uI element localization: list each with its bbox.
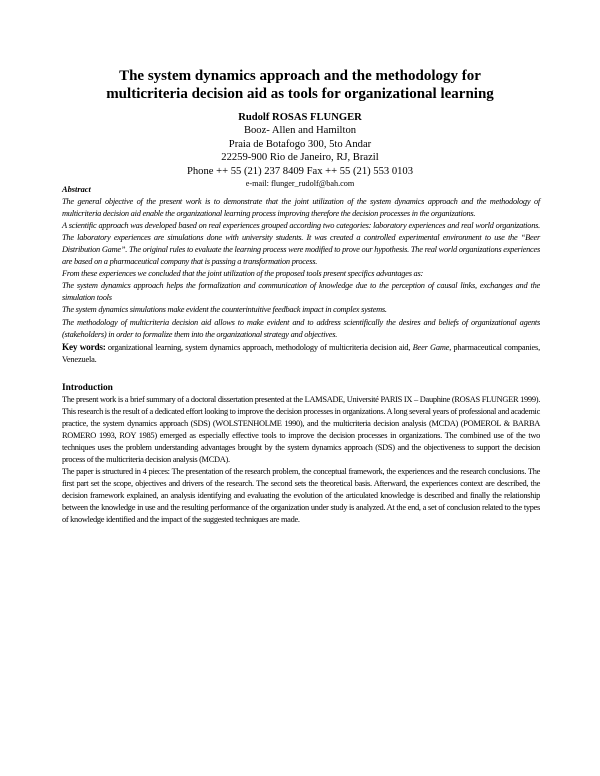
author-name: Rudolf ROSAS FLUNGER (238, 112, 362, 123)
abstract-heading: Abstract (62, 185, 91, 194)
introduction-section (62, 382, 540, 527)
keywords-italic: Beer Game (412, 342, 450, 352)
keywords-tail: , pharmaceutical companies, Venezuela. (62, 342, 540, 364)
paper-title (60, 67, 540, 103)
abstract-paragraph: The general objective of the present work is to demonstrate that the joint utilization of the system dynamics approach and the methodology of multicriteria decision aid enable the organizational learning process improving therefore the decision processes in the organizations. (62, 197, 540, 219)
keywords (62, 341, 540, 366)
author-organization: Booz- Allen and Hamilton (243, 125, 357, 137)
intro-paragraph: The paper is structured in 4 pieces: The presentation of the research problem, the conceptual framework, the experiences and the research conclusions. The first part set the scope, objectives and drivers of the research. The second sets the theoretical basis. Afterward, the experiences context are described, the decision framework explained, an analysis identifying and evaluating the evolution of the articulated knowledge is described and finally the relationship between the knowledge in use and the resulting performance of the organization under study is analyzed. At the end, a set of conclusion related to the types of knowledge identified and the impact of the suggested techniques are made. (62, 467, 540, 525)
introduction-heading: Introduction (62, 382, 113, 393)
abstract-paragraph: A scientific approach was developed based on real experiences grouped according two categories: laboratory experiences and real world organizations. The laboratory experiences are simulations done with university students. It was created a controlled experimental environment to use the “Beer Distribution Game”. The original rules to evaluate the learning process were modified to prove our hypothesis. The real world organizations experiences are based on a pharmaceutical company that is passing a transformation process. (62, 221, 540, 267)
author-street: Praia de Botafogo 300, 5to Andar (228, 138, 372, 150)
title-line-1: The system dynamics approach and the methodology for (119, 68, 481, 84)
abstract-paragraph: The system dynamics approach helps the formalization and communication of knowledge due to the perception of causal links, exchanges and the simulation tools (62, 281, 540, 303)
intro-paragraph: The present work is a brief summary of a doctoral dissertation presented at the LAMSADE, Université PARIS IX – Dauphine (ROSAS FLUNGER 1999). This research is the result of a dedicated effort looking to improve the decision processes in organizations. A long several years of professional and academic practice, the system dynamics approach (SDS) (WOLSTENHOLME 1990), and the multicriteria decision analysis (MCDA) (POMEROL & BARBA ROMERO 1993, ROY 1985) emerged as especially effective tools to improve the decision processes in organizations. The combined use of the two techniques uses the problem understanding advantages brought by the system dynamics approach (SDS) and the objectiveness to support the decision process of the multicriteria decision analysis (MCDA). (62, 394, 540, 464)
abstract-paragraph: The methodology of multicriteria decision aid allows to make evident and to address scientifically the desires and beliefs of organizational agents (stakeholders) in order to formalize them into the organizational strategy and objectives. (62, 317, 540, 339)
author-block (100, 111, 500, 190)
author-city: 22259-900 Rio de Janeiro, RJ, Brazil (221, 152, 379, 164)
author-phone: Phone ++ 55 (21) 237 8409 Fax ++ 55 (21) 553 0103 (186, 165, 414, 177)
paper-body (62, 184, 540, 526)
abstract-section (62, 184, 540, 341)
abstract-paragraph: From these experiences we concluded that the joint utilization of the proposed tools present specifics advantages as: (62, 269, 424, 279)
abstract-paragraph: The system dynamics simulations make evident the counterintuitive feedback impact in complex systems. (62, 305, 387, 315)
author-email: e-mail: flunger_rudolf@bah.com (245, 179, 355, 189)
title-line-2: multicriteria decision aid as tools for organizational learning (106, 86, 494, 102)
keywords-label: Key words: (62, 341, 106, 352)
keywords-text: organizational learning, system dynamics approach, methodology of multicriteria decision aid, (105, 342, 413, 352)
